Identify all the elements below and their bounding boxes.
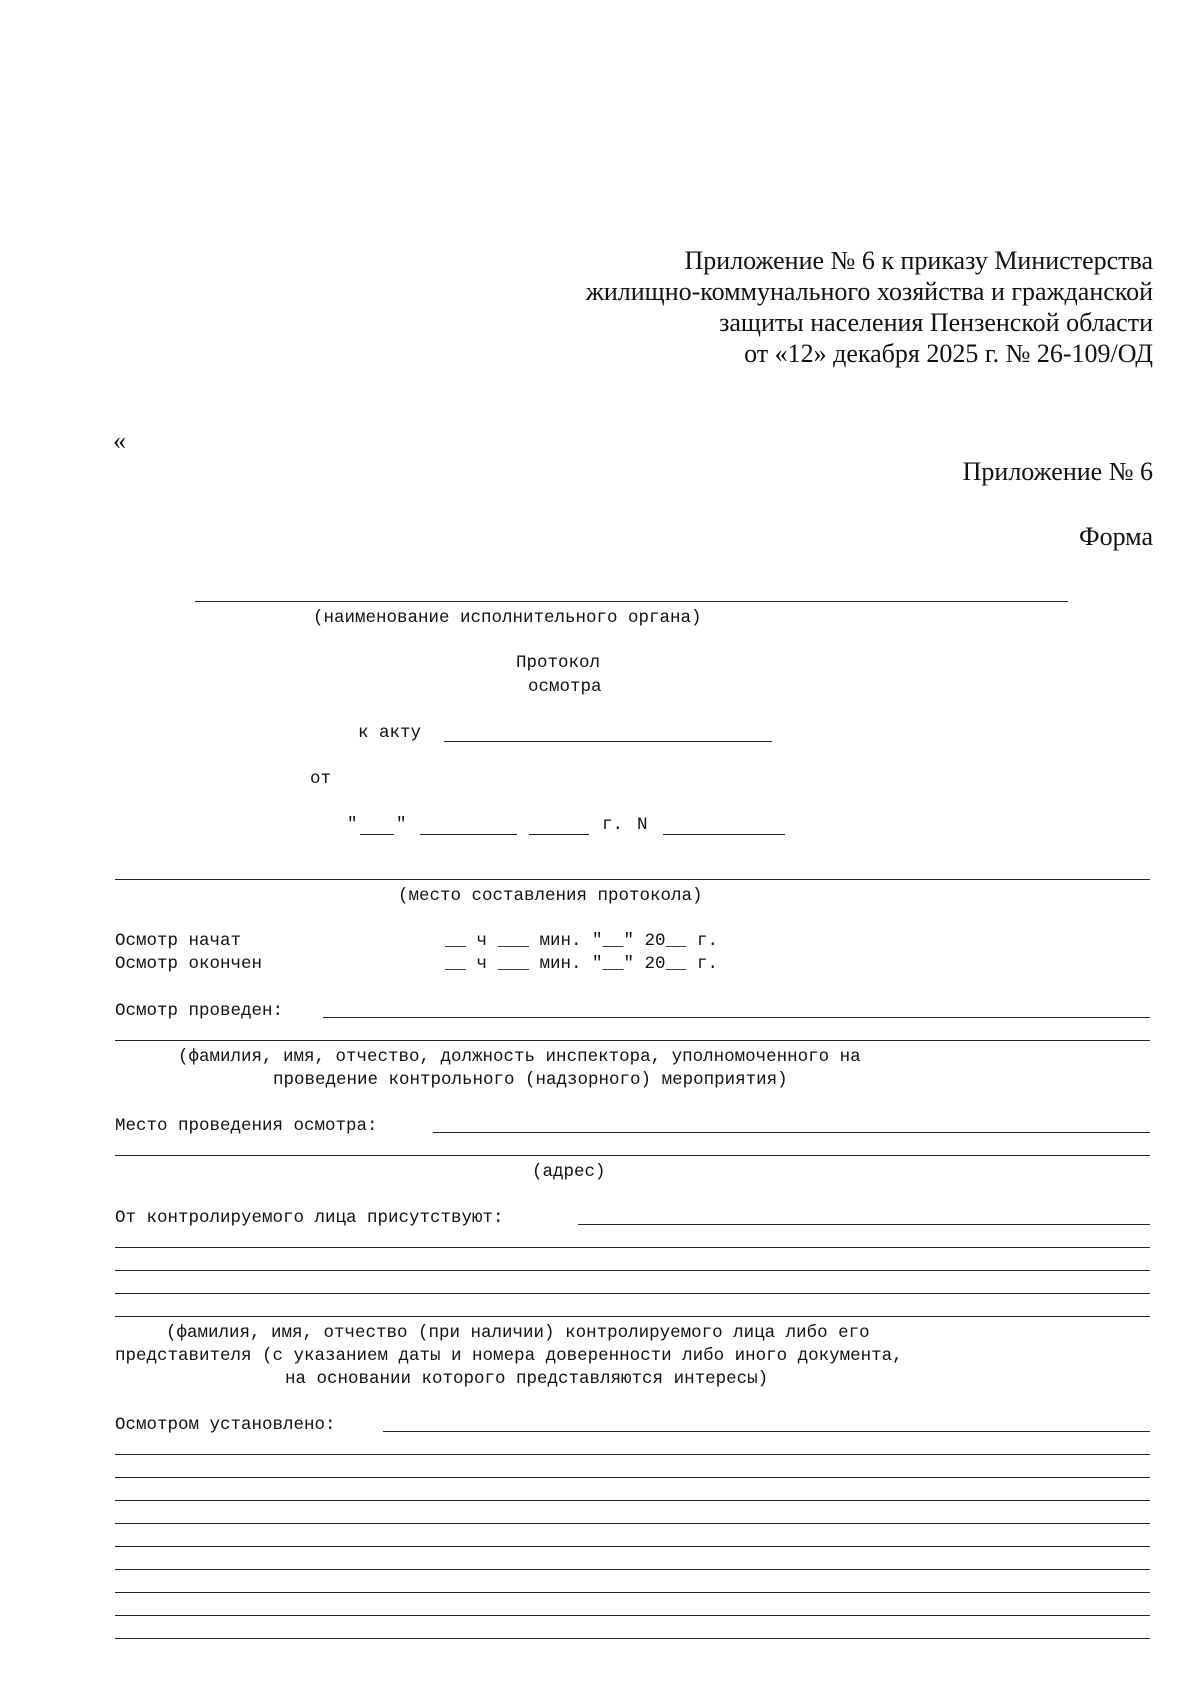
form-label: Форма [1079, 522, 1153, 551]
number-sign: N [637, 815, 648, 835]
established-line-1 [383, 1431, 1150, 1432]
protocol-number-line [663, 834, 785, 835]
ended-time: __ ч ___ мин. "__" 20__ г. [445, 954, 719, 974]
person-caption-1: (фамилия, имя, отчество (при наличии) контролируемого лица либо его [166, 1323, 870, 1343]
person-caption-3: на основании которого представляются интересы) [285, 1369, 769, 1389]
order-reference-line-2: жилищно-коммунального хозяйства и гражданской [585, 277, 1153, 306]
date-day-line [360, 834, 394, 835]
inspector-caption-1: (фамилия, имя, отчество, должность инспектора, уполномоченного на [178, 1047, 861, 1067]
inspector-caption-2: проведение контрольного (надзорного) мероприятия) [273, 1070, 788, 1090]
established-line-6 [115, 1546, 1150, 1547]
person-caption-2: представителя (с указанием даты и номера доверенности либо иного документа, [115, 1346, 903, 1366]
present-line-5 [115, 1316, 1150, 1317]
protocol-title: Протокол [516, 653, 601, 673]
established-line-5 [115, 1523, 1150, 1524]
order-reference [400, 245, 1153, 369]
present-line-1 [578, 1224, 1150, 1225]
established-line-7 [115, 1569, 1150, 1570]
present-line-4 [115, 1293, 1150, 1294]
started-label: Осмотр начат [115, 931, 242, 951]
started-time: __ ч ___ мин. "__" 20__ г. [445, 931, 719, 951]
to-act-label: к акту [358, 723, 422, 743]
location-line-1 [433, 1132, 1150, 1133]
established-line-10 [115, 1638, 1150, 1639]
location-line-2 [115, 1155, 1150, 1156]
established-line-4 [115, 1500, 1150, 1501]
conducted-label: Осмотр проведен: [115, 1001, 284, 1021]
order-reference-line-4: от «12» декабря 2025 г. № 26-109/ОД [744, 339, 1153, 368]
date-month-line [420, 834, 517, 835]
established-line-9 [115, 1615, 1150, 1616]
established-line-8 [115, 1592, 1150, 1593]
act-number-line [444, 741, 772, 742]
present-label: От контролируемого лица присутствуют: [115, 1208, 504, 1228]
date-day-open-quote: " [347, 815, 358, 835]
established-line-2 [115, 1454, 1150, 1455]
date-day-close-quote: " [396, 815, 407, 835]
order-reference-line-1: Приложение № 6 к приказу Министерства [684, 246, 1153, 275]
date-year-suffix: г. [602, 815, 624, 835]
location-label: Место проведения осмотра: [115, 1116, 378, 1136]
org-name-caption: (наименование исполнительного органа) [313, 608, 702, 628]
org-name-line [195, 601, 1068, 602]
established-line-3 [115, 1477, 1150, 1478]
present-line-2 [115, 1247, 1150, 1248]
appendix-label: Приложение № 6 [962, 457, 1153, 486]
from-label: от [310, 769, 332, 789]
conducted-line-2 [115, 1040, 1150, 1041]
date-year-line [529, 834, 589, 835]
place-line [115, 879, 1150, 880]
protocol-subtitle: осмотра [528, 677, 602, 697]
conducted-line-1 [323, 1017, 1150, 1018]
order-reference-line-3: защиты населения Пензенской области [719, 308, 1153, 337]
present-line-3 [115, 1270, 1150, 1271]
ended-label: Осмотр окончен [115, 954, 263, 974]
established-label: Осмотром установлено: [115, 1415, 336, 1435]
place-caption: (место составления протокола) [398, 886, 703, 906]
opening-quote: « [113, 426, 126, 455]
address-caption: (адрес) [532, 1162, 606, 1182]
